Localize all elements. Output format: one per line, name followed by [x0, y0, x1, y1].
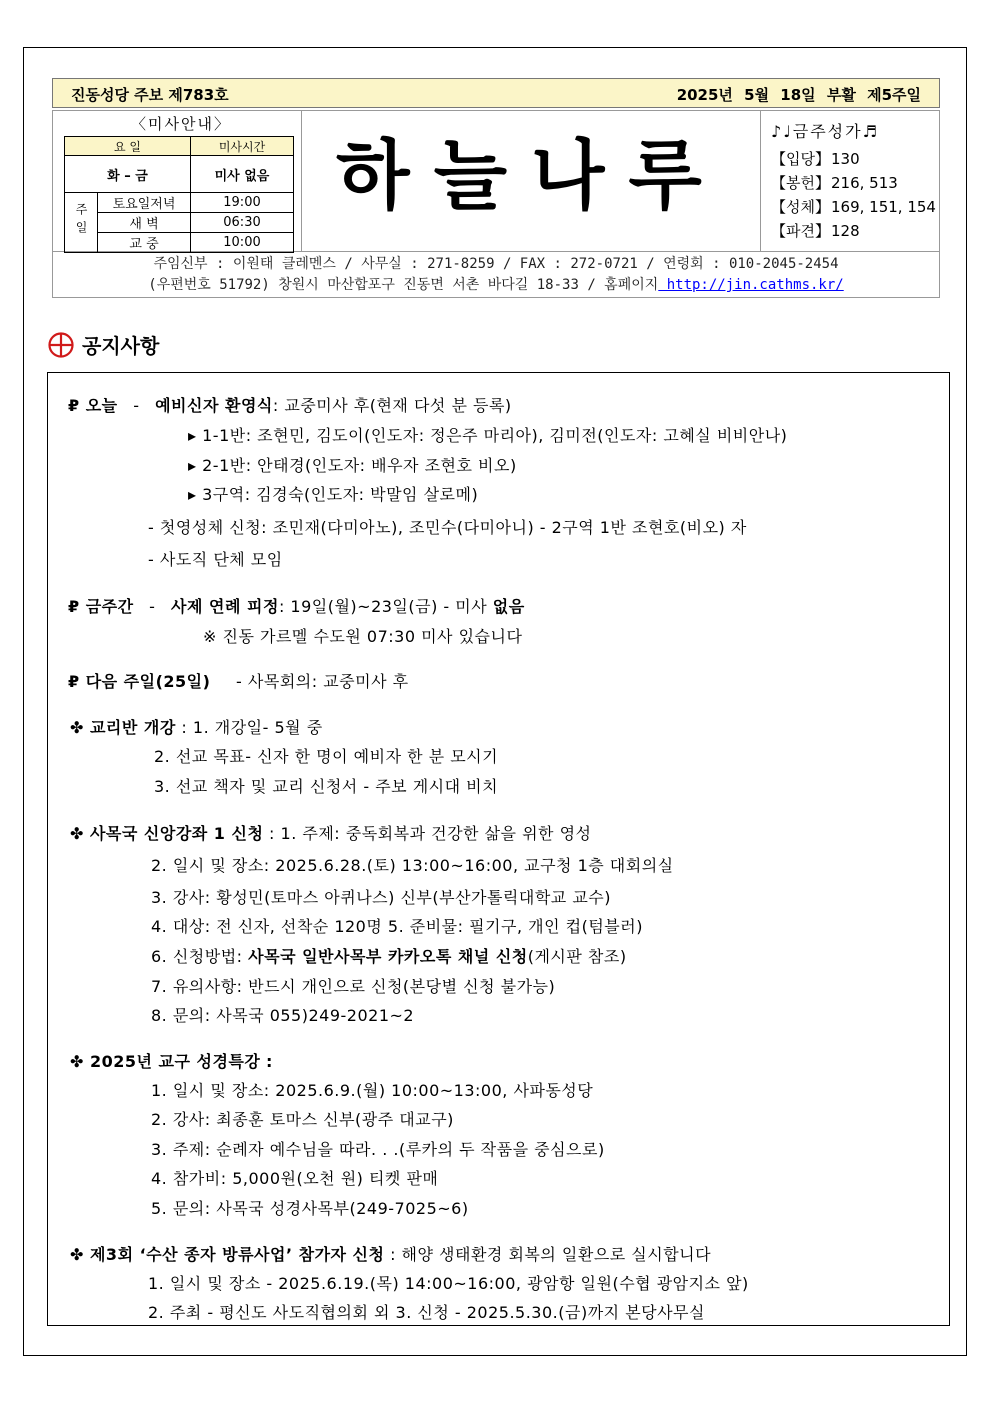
notice-subhead: ✤ 제3회 ‘수산 종자 방류사업’ 참가자 신청 — [70, 1245, 385, 1264]
notice-next — [68, 669, 409, 692]
notice-line: ▸ 2-1반: 안태경(인도자: 배우자 조현호 비오) — [188, 456, 517, 475]
mass-row-name: 토요일저녁 — [98, 193, 191, 213]
hymn-item — [771, 172, 936, 196]
notice-line: 7. 유의사항: 반드시 개인으로 신청(본당별 신청 불가능) — [151, 977, 556, 996]
notice-text: : 1. 개강일- 5월 중 — [181, 718, 323, 737]
notice-heading — [48, 330, 159, 363]
notice-line: 2. 주최 - 평신도 사도직협의회 외 3. 신청 - 2025.5.30.(금)까지 본당사무실 — [148, 1303, 705, 1322]
mass-schedule — [61, 113, 301, 253]
notice-line: - 사도직 단체 모임 — [148, 550, 283, 569]
contact-info — [52, 252, 940, 298]
notice-line — [151, 944, 627, 967]
notice-subhead: ✤ 사목국 신앙강좌 1 신청 — [70, 824, 264, 843]
hymn-value: 130 — [831, 150, 860, 168]
notice-text: (게시판 참조) — [527, 947, 627, 966]
notice-text: : 1. 주제: 중독회복과 건강한 삶을 위한 영성 — [269, 824, 592, 843]
notice-sea — [70, 1242, 711, 1265]
notice-text: : 해양 생태환경 회복의 일환으로 실시합니다 — [390, 1245, 712, 1264]
mass-col-time: 미사시간 — [191, 137, 294, 156]
homepage-link[interactable]: http://jin.cathms.kr/ — [658, 277, 844, 293]
notice-line: 3. 주제: 순례자 예수님을 따라. . .(루카의 두 작품을 중심으로) — [151, 1140, 605, 1159]
notice-week: ₽ 금주간 - 사제 연례 피정: 19일(월)~23일(금) - 미사 없음 — [68, 597, 525, 616]
contact-line-1: 주임신부 : 이원태 클레멘스 / 사무실 : 271-8259 / FAX : 272-0721 / 연령회 : 010-2045-2454 — [153, 256, 839, 272]
notice-faith — [70, 821, 591, 844]
bulletin-title: 하늘나루 — [336, 131, 726, 220]
notice-label: ₽ 오늘 — [68, 396, 118, 415]
mass-col-day: 요 일 — [65, 137, 191, 156]
hymn-value: 128 — [831, 222, 860, 240]
mass-row-name: 새 벽 — [98, 213, 191, 233]
notice-text: : 교중미사 후(현재 다섯 분 등록) — [272, 396, 512, 415]
mass-weekday-value: 미사 없음 — [191, 156, 294, 193]
notice-subhead: ✤ 2025년 교구 성경특강 — [70, 1052, 261, 1071]
notice-line: 2. 선교 목표- 신자 한 명이 예비자 한 분 모시기 — [154, 747, 499, 766]
hymn-value: 169, 151, 154 — [831, 198, 936, 216]
notice-subhead: 사제 연례 피정 — [171, 597, 279, 616]
mass-table — [64, 136, 294, 253]
notice-today: ₽ 오늘 - 예비신자 환영식: 교중미사 후(현재 다섯 분 등록) — [68, 396, 512, 415]
notice-title: 공지사항 — [82, 334, 160, 358]
notice-subhead: 예비신자 환영식 — [155, 396, 273, 415]
mass-row-time: 19:00 — [191, 193, 294, 213]
notice-class — [70, 715, 323, 738]
hymn-title: ♪♩금주성가♬ — [771, 122, 879, 141]
notice-line: 4. 대상: 전 신자, 선착순 120명 5. 준비물: 필기구, 개인 컵(텀블러) — [151, 917, 643, 936]
notice-emphasis: 없음 — [492, 597, 525, 616]
notice-line: 1. 일시 및 장소: 2025.6.9.(월) 10:00~13:00, 사파동성당 — [151, 1081, 594, 1100]
hymn-item — [771, 196, 936, 220]
notice-emphasis: 사목국 일반사목부 카카오톡 채널 신청 — [248, 947, 528, 966]
notice-line: 3. 강사: 황성민(토마스 아퀴나스) 신부(부산가톨릭대학교 교수) — [151, 888, 611, 907]
notice-line: 8. 문의: 사목국 055)249-2021~2 — [151, 1006, 415, 1025]
notice-line: 5. 문의: 사목국 성경사목부(249-7025~6) — [151, 1199, 469, 1218]
mass-schedule-title: 〈미사안내〉 — [131, 115, 231, 133]
address-text: (우편번호 51792) 창원시 마산합포구 진동면 서촌 바다길 18-33 / 홈페이지 — [148, 277, 659, 293]
notice-text: 6. 신청방법: — [151, 947, 249, 966]
notice-line: 3. 선교 책자 및 교리 신청서 - 주보 게시대 비치 — [154, 777, 499, 796]
hymn-value: 216, 513 — [831, 174, 898, 192]
bulletin-banner — [52, 78, 940, 108]
notice-label: ₽ 다음 주일(25일) — [68, 672, 211, 691]
bulletin-date: 2025년 5월 18일 부활 제5주일 — [676, 86, 921, 104]
cross-circle-icon — [48, 332, 74, 363]
notice-line: 4. 참가비: 5,000원(오천 원) 티켓 판매 — [151, 1169, 439, 1188]
notice-subhead: ✤ 교리반 개강 — [70, 718, 176, 737]
notice-text: : — [265, 1052, 273, 1071]
notice-text: - 사목회의: 교중미사 후 — [236, 672, 409, 691]
contact-line-2 — [53, 275, 939, 296]
divider — [760, 111, 761, 251]
mass-sunday-label: 주일 — [65, 193, 98, 253]
hymn-label: 【성체】 — [771, 198, 830, 216]
hymn-item — [771, 148, 936, 172]
notice-label: ₽ 금주간 — [68, 597, 134, 616]
bulletin-issue: 진동성당 주보 제783호 — [71, 86, 229, 104]
mass-row-time: 10:00 — [191, 233, 294, 253]
notice-line: - 첫영성체 신청: 조민재(다미아노), 조민수(다미아니) - 2구역 1반 조현호(비오) 자 — [148, 518, 747, 537]
notice-line: 2. 일시 및 장소: 2025.6.28.(토) 13:00~16:00, 교구청 1층 대회의실 — [151, 856, 674, 875]
notice-line: 1. 일시 및 장소 - 2025.6.19.(목) 14:00~16:00, 광암항 일원(수협 광암지소 앞) — [148, 1274, 749, 1293]
header-block — [52, 110, 940, 252]
notice-box — [47, 372, 950, 1326]
mass-weekday-label: 화 – 금 — [65, 156, 191, 193]
notice-line: 2. 강사: 최종훈 토마스 신부(광주 대교구) — [151, 1110, 454, 1129]
hymn-list — [771, 119, 936, 244]
hymn-item — [771, 220, 936, 244]
divider — [301, 111, 302, 251]
notice-line: ※ 진동 가르멜 수도원 07:30 미사 있습니다 — [203, 627, 523, 646]
mass-row-time: 06:30 — [191, 213, 294, 233]
notice-line: ▸ 3구역: 김경숙(인도자: 박말임 살로메) — [188, 485, 479, 504]
notice-bible — [70, 1049, 273, 1072]
notice-text: : 19일(월)~23일(금) - 미사 — [278, 597, 488, 616]
hymn-label: 【입당】 — [771, 150, 830, 168]
notice-line: ▸ 1-1반: 조현민, 김도이(인도자: 정은주 마리아), 김미전(인도자: 고혜실 비비안나) — [188, 426, 788, 445]
hymn-label: 【파견】 — [771, 222, 830, 240]
hymn-label: 【봉헌】 — [771, 174, 830, 192]
mass-row-name: 교 중 — [98, 233, 191, 253]
